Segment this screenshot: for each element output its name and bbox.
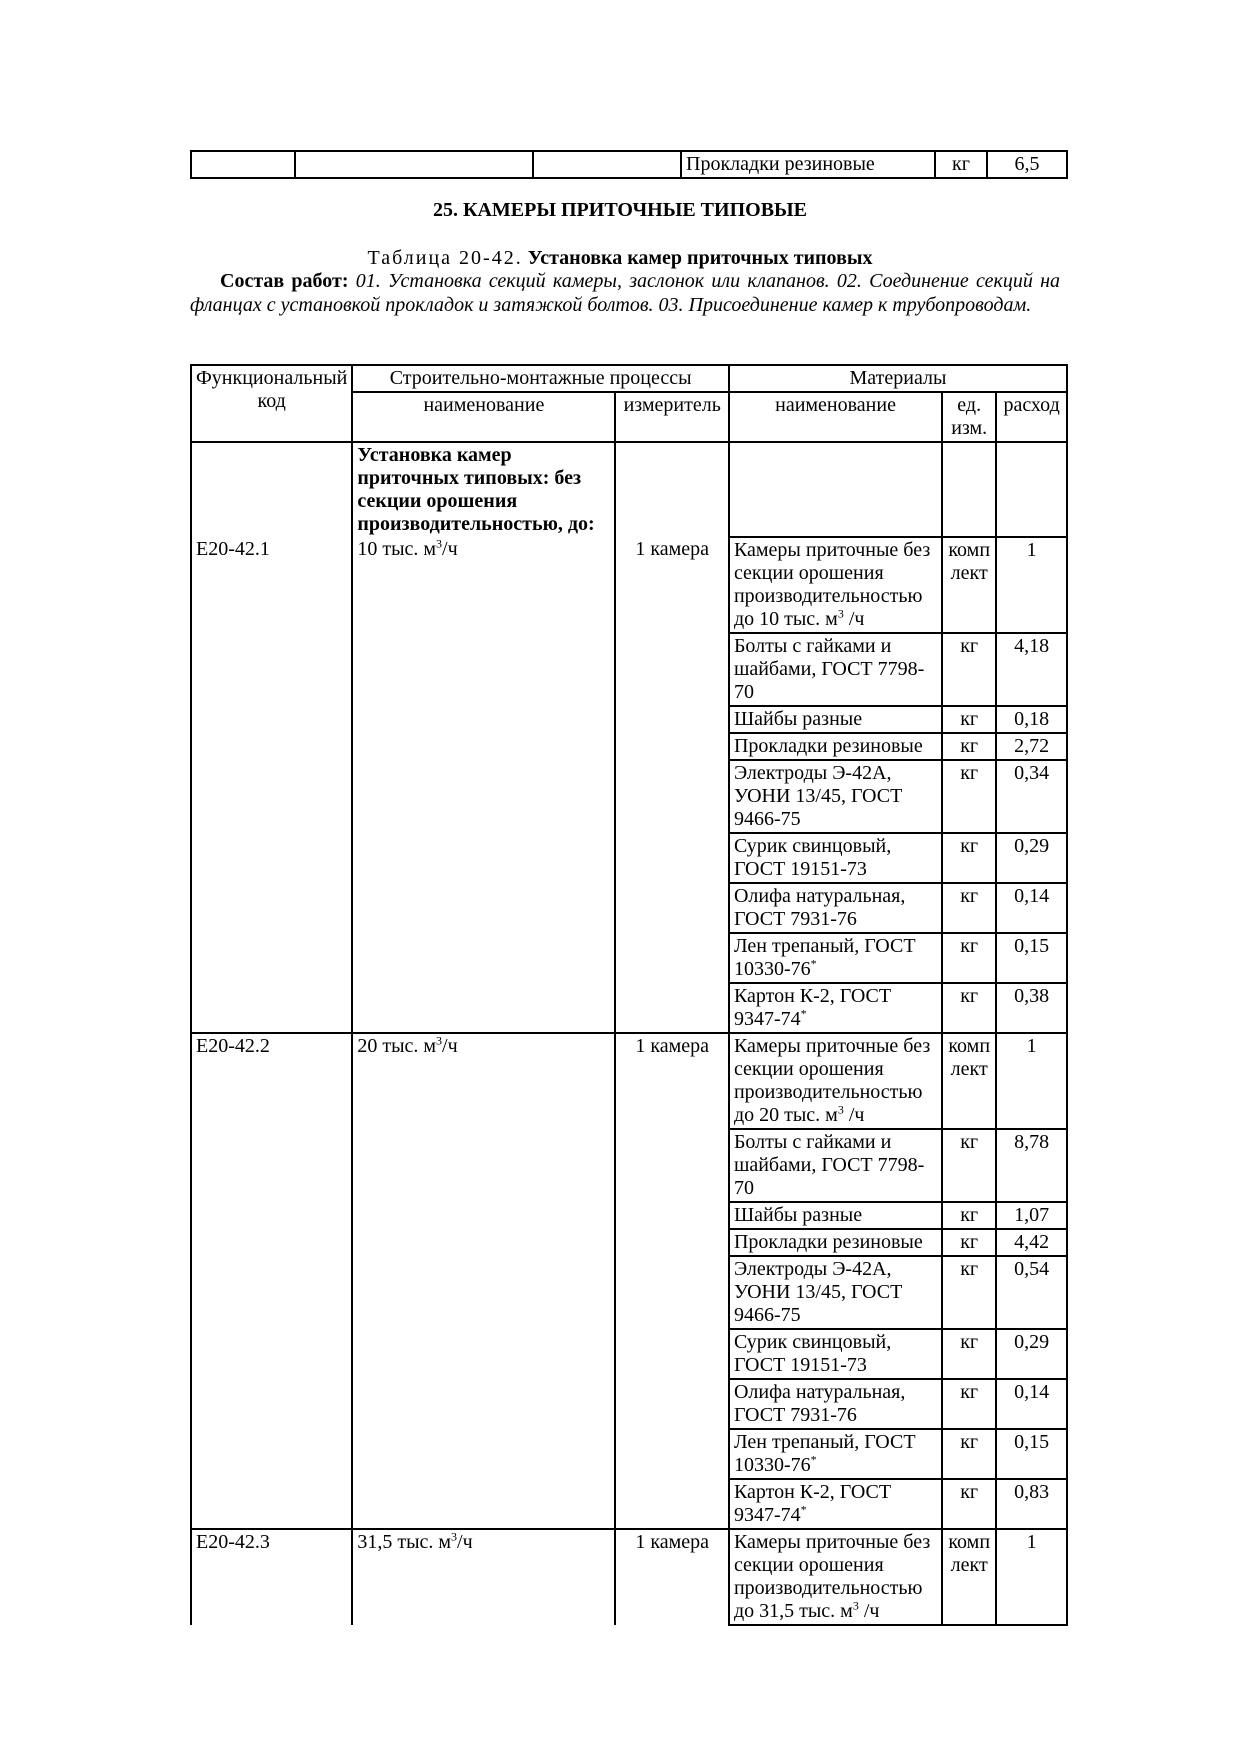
table-caption: [0, 247, 1240, 270]
material-unit: кг: [942, 633, 996, 706]
process-meter: 1 камера: [615, 1033, 728, 1129]
material-name-suffix: /ч: [858, 1600, 880, 1622]
table-row: [191, 151, 1067, 178]
material-value: 0,29: [996, 1329, 1067, 1379]
material-name-text: Олифа натуральная, ГОСТ 7931-76: [733, 1381, 906, 1426]
table-row: [191, 1202, 1067, 1229]
material-name-text: Прокладки резиновые: [733, 735, 923, 757]
header-meter: измеритель: [615, 392, 728, 442]
material-value: 4,18: [996, 633, 1067, 706]
material-unit: кг: [942, 883, 996, 933]
capacity-text: 20 тыс. м: [357, 1035, 437, 1057]
material-name: [729, 706, 942, 733]
table-row: [191, 1256, 1067, 1329]
table-row: [191, 1033, 1067, 1129]
material-value: 0,15: [996, 1429, 1067, 1479]
material-name-text: Болты с гайками и шайбами, ГОСТ 7798-70: [733, 1131, 925, 1199]
header-processes: Строительно-монтажные процессы: [352, 365, 729, 392]
material-name-suffix: /ч: [843, 608, 865, 630]
work-composition: [190, 269, 1060, 317]
material-value: 8,78: [996, 1129, 1067, 1202]
material-name: Картон К-2, ГОСТ 9347-74*: [729, 1479, 942, 1529]
material-unit: кг: [942, 983, 996, 1033]
material-name: Камеры приточные без секции орошения производительностью до 20 тыс. $м^3$ /ч: [729, 1033, 942, 1129]
material-unit: кг: [942, 706, 996, 733]
material-name: Камеры приточные без секции орошения производительностью до 10 тыс. $м^3$ /ч: [729, 537, 942, 633]
material-name-text: Олифа натуральная, ГОСТ 7931-76: [733, 885, 906, 930]
material-unit: кг: [942, 760, 996, 833]
process-capacity: 20 тыс. $м^3/ч$: [352, 1033, 615, 1129]
material-name: Лен трепаный, ГОСТ 10330-76*: [729, 933, 942, 983]
material-unit: кг: [942, 733, 996, 760]
material-value: 6,5: [987, 151, 1067, 178]
header-row: [191, 365, 1067, 392]
table-row: [191, 706, 1067, 733]
table-caption-prefix: Таблица 20-42.: [367, 247, 523, 269]
material-name: [729, 633, 942, 706]
material-value: 0,14: [996, 1379, 1067, 1429]
material-value: 1,07: [996, 1202, 1067, 1229]
table-row: [191, 1429, 1067, 1479]
material-name: [729, 760, 942, 833]
capacity-unit: /ч: [442, 1035, 458, 1057]
material-value: 0,14: [996, 883, 1067, 933]
table-row: [191, 1479, 1067, 1529]
material-unit: кг: [942, 1256, 996, 1329]
header-mat-name: наименование: [729, 392, 942, 442]
header-name: наименование: [352, 392, 615, 442]
material-value: 0,29: [996, 833, 1067, 883]
material-unit: комплект: [942, 1033, 996, 1129]
table-row: [191, 1379, 1067, 1429]
material-value: 1: [996, 1529, 1067, 1625]
material-name: [729, 1129, 942, 1202]
material-unit: кг: [942, 933, 996, 983]
material-name: [729, 883, 942, 933]
material-name-text: Прокладки резиновые: [733, 1231, 923, 1253]
material-name-text: Электроды Э-42А, УОНИ 13/45, ГОСТ 9466-75: [733, 1258, 903, 1326]
material-name: [729, 1202, 942, 1229]
material-name-text: Камеры приточные без секции орошения производительностью до 10 тыс. м: [733, 539, 931, 630]
table-row: [191, 760, 1067, 833]
table-row: [191, 537, 1067, 633]
header-materials: Материалы: [729, 365, 1067, 392]
material-name-suffix: /ч: [843, 1104, 865, 1126]
material-value: 0,54: [996, 1256, 1067, 1329]
material-name: [729, 1256, 942, 1329]
material-value: 0,38: [996, 983, 1067, 1033]
table-row: [191, 933, 1067, 983]
process-meter: 1 камера: [615, 537, 728, 633]
table-row: [191, 733, 1067, 760]
table-row: [191, 833, 1067, 883]
header-unit: ед. изм.: [942, 392, 996, 442]
material-unit: комплект: [942, 537, 996, 633]
table-caption-title: Установка камер приточных типовых: [527, 247, 873, 269]
norms-table: [190, 364, 1068, 1626]
work-composition-label: Состав работ:: [220, 270, 349, 292]
material-name-text: Картон К-2, ГОСТ 9347-74: [733, 985, 892, 1030]
material-name: [729, 1379, 942, 1429]
work-composition-text: 01. Установка секций камеры, заслонок или клапанов. 02. Соединение секций на фланцах с установкой прокладок и затяжкой болтов. 03. Присоединение камер к трубопроводам.: [190, 270, 1060, 316]
material-name-text: Электроды Э-42А, УОНИ 13/45, ГОСТ 9466-75: [733, 762, 903, 830]
material-name-text: Сурик свинцовый, ГОСТ 19151-73: [733, 835, 892, 880]
material-name: [729, 1329, 942, 1379]
material-unit: кг: [942, 1429, 996, 1479]
material-value: 0,18: [996, 706, 1067, 733]
material-value: 1: [996, 1033, 1067, 1129]
table-row: [191, 883, 1067, 933]
func-code: Е20-42.3: [191, 1529, 352, 1625]
material-unit: комплект: [942, 1529, 996, 1625]
table-row: [191, 1229, 1067, 1256]
capacity-text: 10 тыс. м: [357, 538, 437, 560]
material-unit: кг: [942, 1379, 996, 1429]
material-name: [729, 1229, 942, 1256]
func-code: Е20-42.1: [191, 537, 352, 633]
material-value: 0,34: [996, 760, 1067, 833]
material-unit: кг: [942, 833, 996, 883]
group-title: Установка камер приточных типовых: без секции орошения производительностью, до:: [352, 442, 615, 537]
material-name: Лен трепаный, ГОСТ 10330-76*: [729, 1429, 942, 1479]
continuation-table: [190, 150, 1068, 179]
capacity-text: 31,5 тыс. м: [357, 1531, 452, 1553]
material-unit: кг: [942, 1129, 996, 1202]
capacity-unit: /ч: [442, 538, 458, 560]
table-row: [191, 633, 1067, 706]
material-name: Прокладки резиновые: [681, 151, 935, 178]
material-value: 4,42: [996, 1229, 1067, 1256]
process-meter: 1 камера: [615, 1529, 728, 1625]
material-name-text: Шайбы разные: [733, 708, 863, 730]
process-capacity: 31,5 тыс. $м^3/ч$: [352, 1529, 615, 1625]
group-title-row: [191, 442, 1067, 537]
material-unit: кг: [942, 1479, 996, 1529]
material-name: [729, 733, 942, 760]
material-name-text: Лен трепаный, ГОСТ 10330-76: [733, 935, 916, 980]
table-row: [191, 1329, 1067, 1379]
material-unit: кг: [942, 1329, 996, 1379]
func-code: Е20-42.2: [191, 1033, 352, 1129]
table-row: [191, 983, 1067, 1033]
header-consumption: расход: [996, 392, 1067, 442]
material-unit: кг: [942, 1229, 996, 1256]
material-name: [729, 833, 942, 883]
capacity-unit: /ч: [457, 1531, 473, 1553]
table-row: [191, 1529, 1067, 1625]
material-name-text: Болты с гайками и шайбами, ГОСТ 7798-70: [733, 635, 925, 703]
material-name-text: Картон К-2, ГОСТ 9347-74: [733, 1481, 892, 1526]
material-value: 0,15: [996, 933, 1067, 983]
material-name-text: Камеры приточные без секции орошения производительностью до 31,5 тыс. м: [733, 1531, 931, 1622]
section-title: 25. КАМЕРЫ ПРИТОЧНЫЕ ТИПОВЫЕ: [432, 199, 808, 221]
material-name-text: Шайбы разные: [733, 1204, 863, 1226]
table-row: [191, 1129, 1067, 1202]
material-name: Камеры приточные без секции орошения производительностью до 31,5 тыс. $м^3$ /ч: [729, 1529, 942, 1625]
material-unit: кг: [942, 1202, 996, 1229]
material-value: 0,83: [996, 1479, 1067, 1529]
process-capacity: 10 тыс. $м^3/ч$: [352, 537, 615, 633]
material-name-text: Камеры приточные без секции орошения производительностью до 20 тыс. м: [733, 1035, 931, 1126]
material-value: 1: [996, 537, 1067, 633]
material-name-text: Лен трепаный, ГОСТ 10330-76: [733, 1431, 916, 1476]
material-value: 2,72: [996, 733, 1067, 760]
header-func-code: Функциональный код: [191, 365, 352, 442]
material-name: Картон К-2, ГОСТ 9347-74*: [729, 983, 942, 1033]
material-unit: кг: [935, 151, 987, 178]
material-name-text: Сурик свинцовый, ГОСТ 19151-73: [733, 1331, 892, 1376]
